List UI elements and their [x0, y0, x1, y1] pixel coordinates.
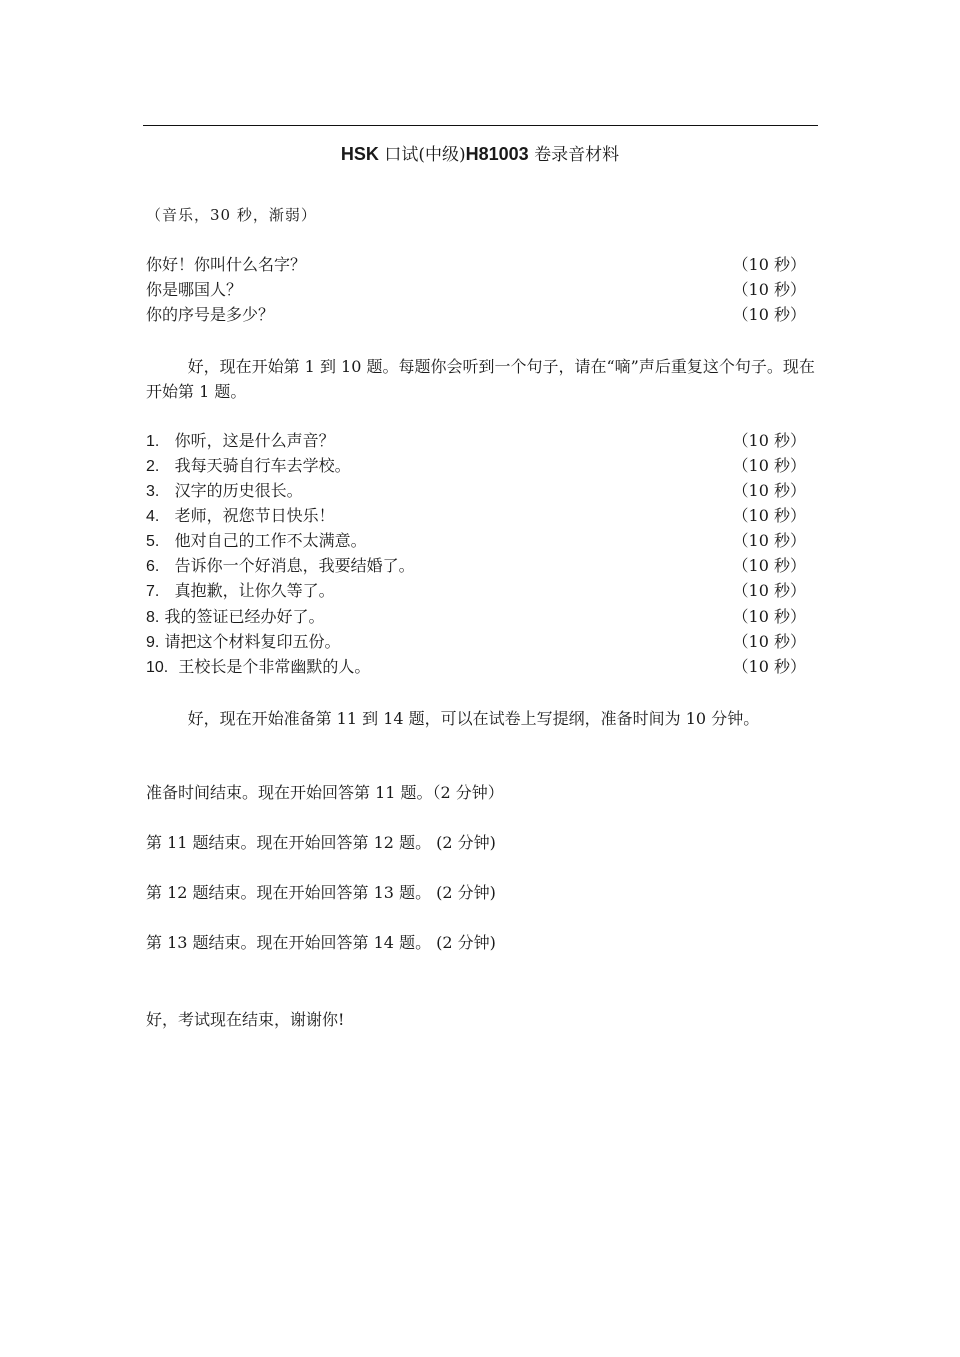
item-time: （10 秒）	[732, 581, 806, 600]
part1-item	[146, 656, 816, 679]
intro-question-time: （10 秒）	[732, 255, 806, 274]
header-rule	[143, 125, 818, 126]
item-time: （10 秒）	[732, 456, 806, 475]
item-number: 4.	[146, 508, 160, 525]
item-text: 我的签证已经办好了。	[164, 607, 325, 626]
item-time: （10 秒）	[732, 481, 806, 500]
item-time: （10 秒）	[732, 607, 806, 626]
part2-step: 第 11 题结束。现在开始回答第 12 题。 (2 分钟)	[146, 833, 496, 852]
item-number: 1.	[146, 433, 160, 450]
item-number: 5.	[146, 533, 160, 550]
title-prefix: HSK	[340, 144, 379, 164]
item-number: 6.	[146, 558, 160, 575]
intro-question	[146, 304, 816, 326]
item-number: 3.	[146, 483, 160, 500]
part1-instruction: 好，现在开始第 1 到 10 题。每题你会听到一个句子，请在“嘀”声后重复这个句子。现在开始第 1 题。	[146, 357, 815, 401]
item-time: （10 秒）	[732, 556, 806, 575]
item-number: 8.	[146, 609, 160, 626]
part1-item	[146, 555, 816, 578]
intro-question-text: 你好！你叫什么名字？	[146, 255, 307, 274]
item-text: 王校长是个非常幽默的人。	[178, 657, 371, 676]
part1-item	[146, 430, 816, 453]
music-note: （音乐，30 秒，渐弱）	[146, 206, 317, 224]
item-time: （10 秒）	[732, 431, 806, 450]
intro-question-time: （10 秒）	[732, 305, 806, 324]
part2-step: 第 13 题结束。现在开始回答第 14 题。 (2 分钟)	[146, 933, 496, 952]
part1-item	[146, 631, 816, 654]
item-text: 请把这个材料复印五份。	[164, 632, 341, 651]
item-time: （10 秒）	[732, 506, 806, 525]
item-text: 真抱歉，让你久等了。	[174, 581, 335, 600]
title-middle: 口试(中级)	[378, 145, 466, 165]
item-text: 汉字的历史很长。	[174, 481, 303, 500]
part2-step: 第 12 题结束。现在开始回答第 13 题。 (2 分钟)	[146, 883, 496, 902]
item-text: 老师，祝您节日快乐！	[174, 506, 335, 525]
item-time: （10 秒）	[732, 657, 806, 676]
item-time: （10 秒）	[732, 531, 806, 550]
intro-question-text: 你的序号是多少？	[146, 305, 275, 324]
item-time: （10 秒）	[732, 632, 806, 651]
part1-item	[146, 505, 816, 528]
part1-item	[146, 455, 816, 478]
part1-item	[146, 480, 816, 503]
part1-item	[146, 530, 816, 553]
item-text: 他对自己的工作不太满意。	[174, 531, 367, 550]
item-text: 你听，这是什么声音？	[174, 431, 335, 450]
item-number: 10.	[146, 659, 169, 676]
part1-item	[146, 606, 816, 629]
item-number: 7.	[146, 583, 160, 600]
closing-text: 好，考试现在结束，谢谢你!	[146, 1010, 345, 1029]
title-code: H81003	[465, 144, 529, 164]
part2-instruction: 好，现在开始准备第 11 到 14 题，可以在试卷上写提纲，准备时间为 10 分钟。	[187, 709, 760, 728]
document-title	[0, 142, 960, 167]
title-suffix: 卷录音材料	[528, 145, 620, 165]
part1-item	[146, 580, 816, 603]
item-text: 告诉你一个好消息，我要结婚了。	[174, 556, 415, 575]
item-number: 9.	[146, 634, 160, 651]
intro-question-text: 你是哪国人？	[146, 280, 243, 299]
intro-question	[146, 279, 816, 301]
item-text: 我每天骑自行车去学校。	[174, 456, 351, 475]
intro-question	[146, 254, 816, 276]
part2-step: 准备时间结束。现在开始回答第 11 题。（2 分钟）	[146, 783, 504, 802]
intro-question-time: （10 秒）	[732, 280, 806, 299]
item-number: 2.	[146, 458, 160, 475]
